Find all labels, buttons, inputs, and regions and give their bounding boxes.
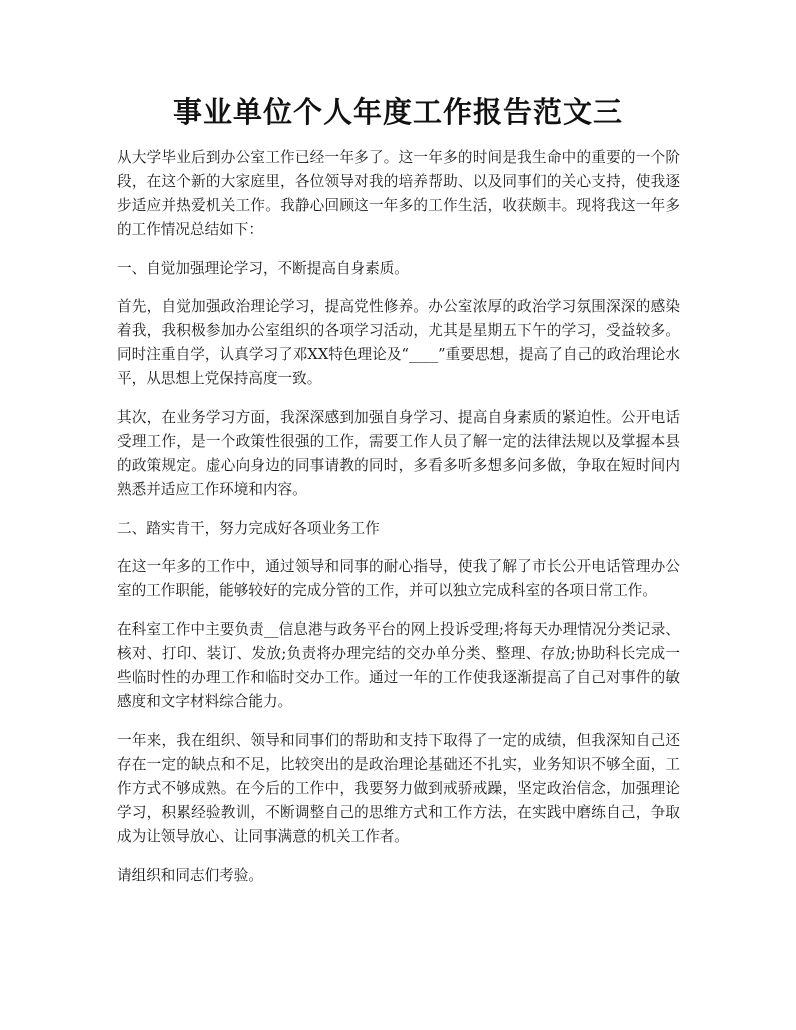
paragraph-intro: 从大学毕业后到办公室工作已经一年多了。这一年多的时间是我生命中的重要的一个阶段，在这个新的大家庭里，各位领导对我的培养帮助、以及同事们的关心支持，使我逐步适应并热爱机关工作。我静心回顾这一年多的工作生活，收获颇丰。现将我这一年多的工作情况总结如下： — [117, 149, 680, 238]
document-body — [117, 146, 680, 903]
section-heading-2: 二、踏实肯干，努力完成好各项业务工作 — [117, 520, 380, 537]
paragraph-responsibilities: 在科室工作中主要负责__信息港与政务平台的网上投诉受理;将每天办理情况分类记录、核对、打印、装订、发放;负责将办理完结的交办单分类、整理、存放;协助科长完成一些临时性的办理工作和临时交办工作。通过一年的工作使我逐渐提高了自己对事件的敏感度和文字材料综合能力。 — [117, 621, 680, 710]
paragraph-business-study: 其次，在业务学习方面，我深深感到加强自身学习、提高自身素质的紧迫性。公开电话受理工作，是一个政策性很强的工作，需要工作人员了解一定的法律法规以及掌握本县的政策规定。虚心向身边的同事请教的同时，多看多听多想多问多做，争取在短时间内熟悉并适应工作环境和内容。 — [117, 409, 680, 498]
paragraph-theory-study: 首先，自觉加强政治理论学习，提高党性修养。办公室浓厚的政治学习氛围深深的感染着我，我积极参加办公室组织的各项学习活动，尤其是星期五下午的学习，受益较多。同时注重自学，认真学习了邓XX特色理论及“____”重要思想，提高了自己的政治理论水平，从思想上党保持高度一致。 — [117, 298, 680, 387]
section-heading-1: 一、自觉加强理论学习，不断提高自身素质。 — [117, 260, 409, 277]
paragraph-summary: 一年来，我在组织、领导和同事们的帮助和支持下取得了一定的成绩，但我深知自己还存在一定的缺点和不足，比较突出的是政治理论基础还不扎实，业务知识不够全面，工作方式不够成熟。在今后的工作中，我要努力做到戒骄戒躁，坚定政治信念，加强理论学习，积累经验教训，不断调整自己的思维方式和工作方法，在实践中磨练自己，争取成为让领导放心、让同事满意的机关工作者。 — [117, 732, 680, 845]
paragraph-closing: 请组织和同志们考验。 — [117, 867, 263, 884]
document-title: 事业单位个人年度工作报告范文三 — [172, 95, 623, 129]
paragraph-work-guidance: 在这一年多的工作中，通过领导和同事的耐心指导，使我了解了市长公开电话管理办公室的工作职能，能够较好的完成分管的工作，并可以独立完成科室的各项日常工作。 — [117, 558, 680, 599]
